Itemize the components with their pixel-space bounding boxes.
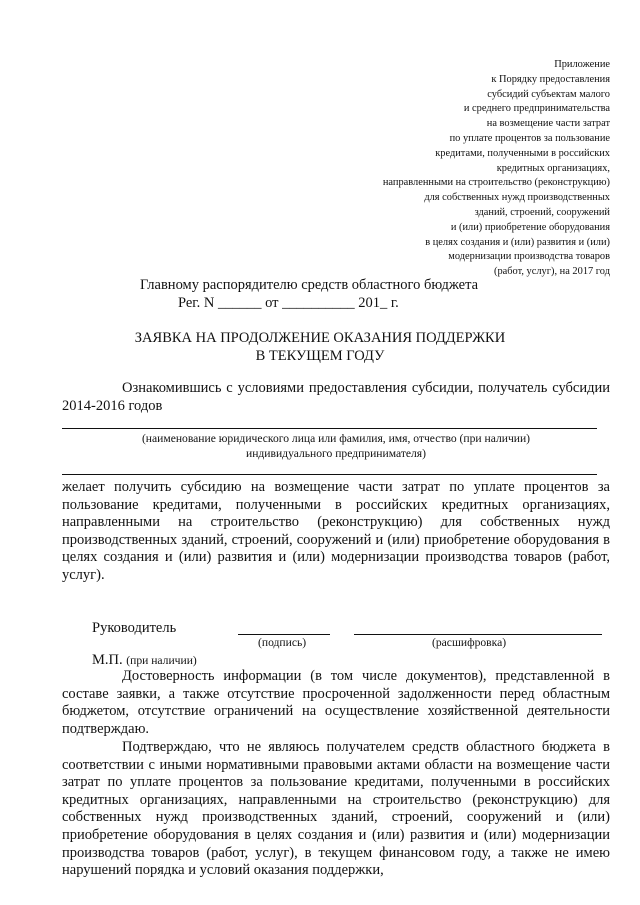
- applicant-name-line: [62, 428, 597, 429]
- decode-line: [354, 634, 602, 635]
- appendix-line: субсидий субъектам малого: [487, 88, 610, 100]
- appendix-line: Приложение: [554, 59, 610, 70]
- appendix-line: к Порядку предоставления: [491, 73, 610, 85]
- appendix-line: модернизации производства товаров: [448, 251, 610, 263]
- appendix-line: в целях создания и (или) развития и (или): [425, 236, 610, 248]
- appendix-line: на возмещение части затрат: [486, 118, 610, 130]
- title-line-1: ЗАЯВКА НА ПРОДОЛЖЕНИЕ ОКАЗАНИЯ ПОДДЕРЖКИ: [134, 330, 506, 346]
- appendix-line: направленными на строительство (реконструкцию): [382, 177, 610, 189]
- appendix-line: (работ, услуг), на 2017 год: [493, 266, 610, 278]
- applicant-name-caption: [62, 431, 610, 461]
- request-paragraph: желает получить субсидию на возмещение части затрат по уплате процентов за пользование кредитами, полученными в российских кредитных организациях, направленными на строительство (реконструкцию) для собственных нужд производственных зданий, строений, сооружений и (или) приобретение оборудования в целях создания и (или) развития и (или) модернизации производства товаров (работ, услуг).: [62, 479, 610, 583]
- appendix-line: и среднего предпринимательства: [463, 103, 610, 115]
- appendix-header: [310, 58, 610, 280]
- appendix-line: по уплате процентов за пользование: [449, 132, 610, 144]
- stamp-text: М.П.: [92, 652, 123, 668]
- confirmation-paragraph-2: Подтверждаю, что не являюсь получателем средств областного бюджета в соответствии с иными нормативными правовыми актами области на возмещение части затрат по уплате процентов за пользование кредитами, полученными в российских кредитных организациях, направленными на строительство (реконструкцию) для собственных нужд производственных зданий, строений, сооружений и (или) приобретение оборудования в целях создания и (или) развития и (или) модернизации производства товаров (работ, услуг), в текущем финансовом году, а также не имею нарушений порядка и условий оказания поддержки,: [62, 739, 610, 879]
- stamp-note: (при наличии): [126, 654, 197, 667]
- signature-line: [238, 634, 330, 635]
- appendix-line: для собственных нужд производственных: [424, 192, 610, 204]
- applicant-name-line-2: [62, 474, 597, 475]
- addressee-block: [140, 276, 478, 312]
- caption-line-1: (наименование юридического лица или фамилия, имя, отчество (при наличии): [141, 432, 531, 445]
- registration-line: Рег. N ______ от __________ 201_ г.: [178, 295, 399, 311]
- caption-line-2: индивидуального предпринимателя): [245, 447, 427, 460]
- appendix-line: кредитами, полученными в российских: [435, 147, 610, 159]
- appendix-line: и (или) приобретение оборудования: [450, 221, 610, 233]
- confirmation-paragraph-1: Достоверность информации (в том числе документов), представленной в составе заявки, а также отсутствие просроченной задолженности перед областным бюджетом, отсутствие ограничений на осуществление хозяйственной деятельности подтверждаю.: [62, 668, 610, 737]
- stamp-label: [92, 652, 197, 669]
- decode-caption: (расшифровка): [432, 636, 507, 649]
- addressee-line: Главному распорядителю средств областного бюджета: [140, 277, 479, 293]
- signature-role: Руководитель: [92, 620, 177, 636]
- intro-paragraph: Ознакомившись с условиями предоставления субсидии, получатель субсидии 2014-2016 годов: [62, 380, 610, 414]
- title-line-2: В ТЕКУЩЕМ ГОДУ: [255, 348, 385, 364]
- document-title: [0, 329, 640, 365]
- appendix-line: зданий, строений, сооружений: [474, 206, 610, 218]
- appendix-line: кредитных организациях,: [496, 162, 610, 174]
- signature-caption: (подпись): [258, 636, 307, 649]
